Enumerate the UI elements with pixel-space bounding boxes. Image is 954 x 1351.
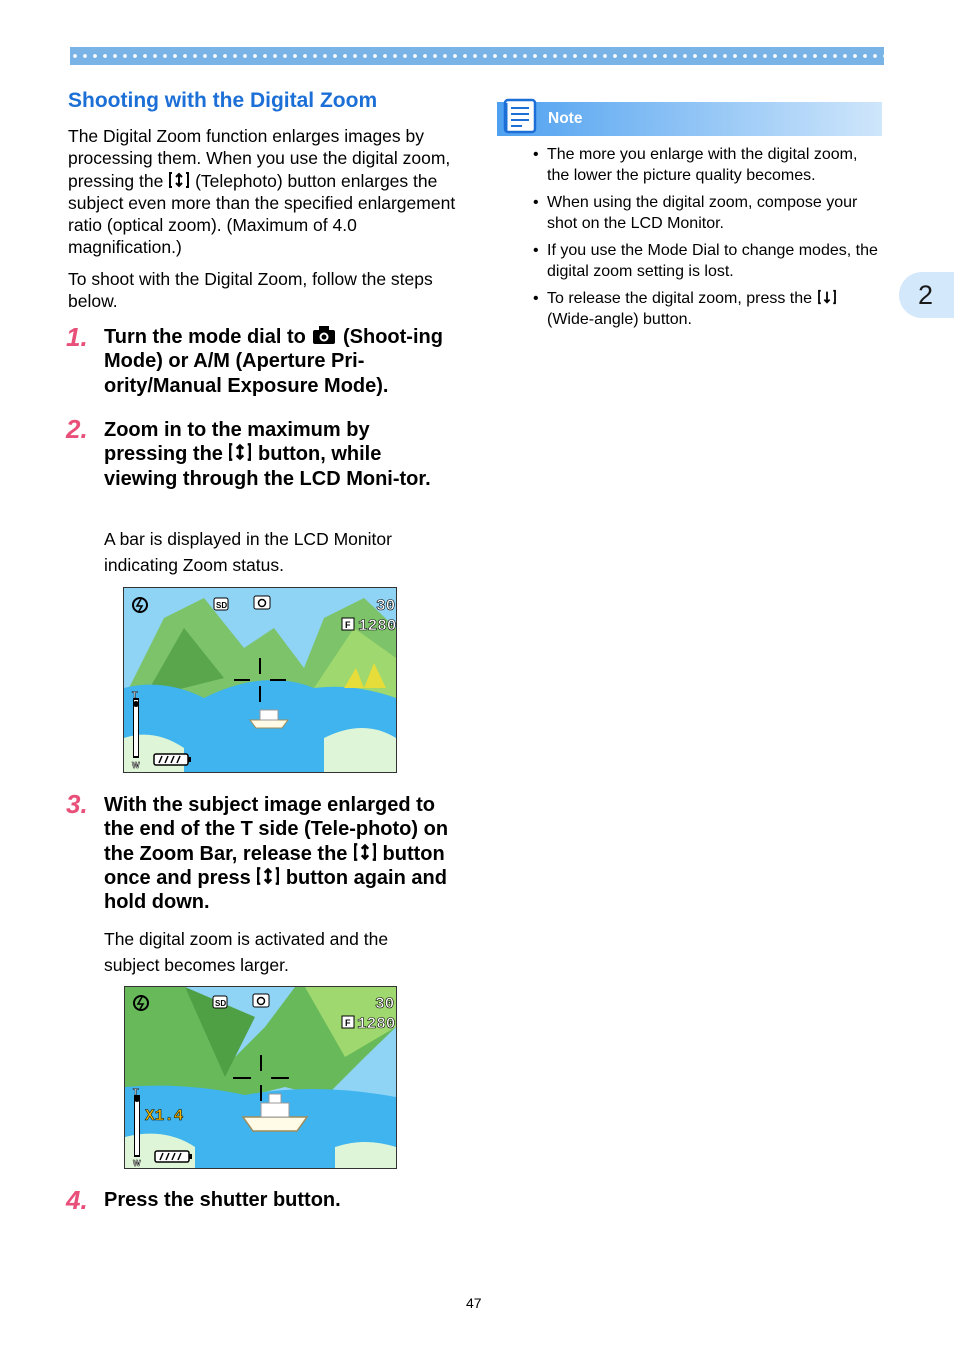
step-number: 1. (66, 322, 88, 352)
telephoto-button-icon (169, 171, 189, 189)
step-number: 2. (66, 414, 88, 444)
shots-remaining: 30 (376, 597, 396, 615)
lcd-screenshot-optical-zoom (123, 587, 397, 773)
camera-mode-icon (312, 325, 336, 345)
step-text: With the subject image enlarged to the end of the T side (Tele-photo) on the Zoom Bar, release the button once and press button again and hold down. (104, 794, 449, 914)
size-badge: F (345, 620, 351, 630)
step-description: The digital zoom is activated and the subject becomes larger. (104, 929, 389, 975)
note-label: Note (548, 110, 583, 127)
note-pad-icon (500, 97, 542, 135)
step-text: Turn the mode dial to (Shoot-ing Mode) or A/M (Aperture Pri-ority/Manual Exposure Mode). (104, 326, 443, 397)
zoom-t-label: T (133, 1087, 139, 1097)
image-size: 1280 (358, 617, 396, 635)
zoom-w-label: W (133, 1159, 141, 1168)
header-dotted-bar (70, 47, 884, 65)
step-number: 3. (66, 789, 88, 819)
telephoto-button-icon (257, 866, 279, 886)
chapter-number: 2 (918, 280, 934, 310)
wide-angle-button-icon (817, 289, 837, 305)
image-size: 1280 (357, 1015, 396, 1033)
step-text: Press the shutter button. (104, 1189, 341, 1211)
size-badge: F (345, 1018, 351, 1028)
lcd-screenshot-digital-zoom (124, 986, 397, 1169)
note-item: • The more you enlarge with the digital zoom, the lower the picture quality becomes. (533, 144, 883, 186)
quality-badge: SD (216, 601, 228, 610)
note-item: • If you use the Mode Dial to change modes, the digital zoom setting is lost. (533, 240, 883, 282)
shots-remaining: 30 (375, 995, 395, 1013)
telephoto-button-icon (229, 442, 251, 462)
step-description: A bar is displayed in the LCD Monitor indicating Zoom status. (104, 529, 392, 575)
zoom-t-label: T (132, 690, 138, 700)
intro-paragraph: The Digital Zoom function enlarges images by processing them. When you use the digital zoom, pressing the (Telephoto) button enlarges the subject even more than the specified enlargement ratio (optical zoom). (Maximum of 4.0 magnification.) (68, 126, 456, 258)
note-list (533, 144, 883, 336)
quality-badge: SD (215, 999, 227, 1008)
note-item: • To release the digital zoom, press the (Wide-angle) button. (533, 288, 883, 330)
zoom-w-label: W (132, 761, 140, 770)
telephoto-button-icon (354, 842, 376, 862)
step-number: 4. (66, 1185, 88, 1215)
page-number: 47 (466, 1295, 482, 1311)
intro-paragraph-2: To shoot with the Digital Zoom, follow the steps below. (68, 269, 433, 312)
digital-zoom-ratio: X1.4 (145, 1107, 184, 1125)
note-item: • When using the digital zoom, compose your shot on the LCD Monitor. (533, 192, 883, 234)
section-heading: Shooting with the Digital Zoom (68, 89, 378, 112)
step-text: Zoom in to the maximum by pressing the button, while viewing through the LCD Moni-tor. (104, 419, 431, 490)
